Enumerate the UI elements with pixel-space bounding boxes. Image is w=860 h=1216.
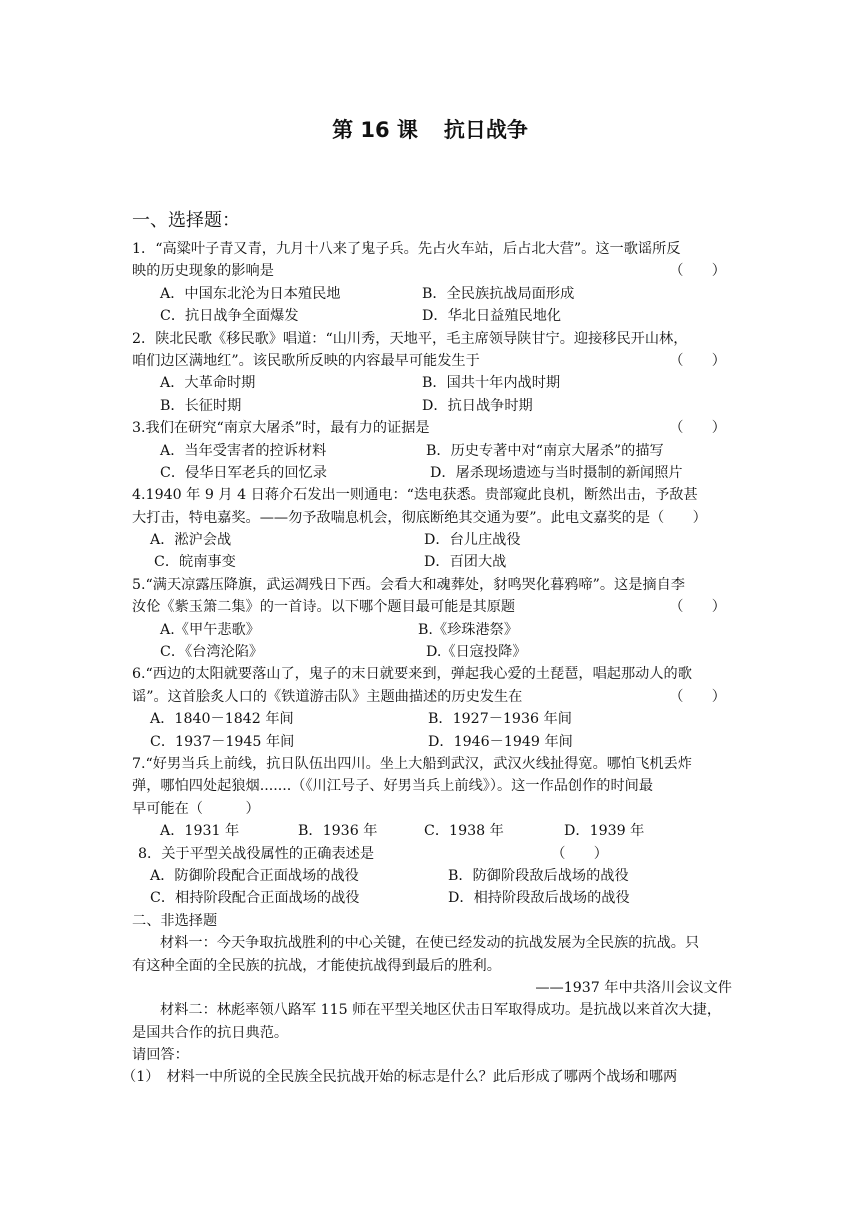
title-lesson: 第 16 课	[332, 118, 418, 142]
section-heading-choice: 一、选择题：	[132, 210, 240, 231]
material-1-line-1: 材料一：今天争取抗战胜利的中心关键，在使已经发动的抗战发展为全民族的抗战。只	[160, 935, 700, 952]
option-b: B．国共十年内战时期	[422, 375, 561, 392]
section-heading-nonchoice: 二、非选择题	[132, 912, 218, 929]
question-7-options	[132, 820, 732, 842]
question-list	[122, 238, 732, 1089]
option-b: B．历史专著中对“南京大屠杀”的描写	[426, 442, 664, 459]
option-a: A．当年受害者的控诉材料	[160, 442, 327, 459]
question-3-line-1: 3.我们在研究“南京大屠杀”时，最有力的证据是 （ ）	[132, 417, 732, 439]
title-topic: 抗日战争	[443, 118, 528, 142]
option-a: A.《甲午悲歌》	[160, 621, 260, 638]
prompt-label: 请回答：	[132, 1047, 189, 1064]
page-title	[0, 114, 860, 144]
question-3-options-cd	[132, 462, 732, 484]
option-b: B．1936 年	[298, 823, 378, 840]
question-4-line-2: 大打击，特电嘉奖。——勿予敌喘息机会，彻底断绝其交通为要”。此电文嘉奖的是（ ）	[132, 509, 707, 526]
question-2-line-2: 咱们边区满地红”。该民歌所反映的内容最早可能发生于 （ ）	[132, 350, 732, 372]
question-3-options-ab	[132, 440, 732, 462]
answer-blank: （ ）	[669, 352, 726, 369]
option-d: D．1939 年	[564, 823, 645, 840]
question-5-line-1: 5.“满天凉露压降旗，武运凋残日下西。会看大和魂葬处，豺鸣哭化暮鸦啼”。这是摘自李	[132, 576, 685, 593]
option-a: A．1840－1842 年间	[150, 711, 294, 728]
question-6-line-2: 谣”。这首脍炙人口的《铁道游击队》主题曲描述的历史发生在 （ ）	[132, 686, 732, 708]
question-4-line-1: 4.1940 年 9 月 4 日蒋介石发出一则通电：“迭电获悉。贵部窥此良机，断然出击，予敌甚	[132, 487, 698, 504]
option-a: A．大革命时期	[160, 375, 256, 392]
option-c: C．1937－1945 年间	[150, 733, 295, 750]
answer-blank: （ ）	[669, 263, 726, 280]
material-2-line-2: 是国共合作的抗日典范。	[132, 1024, 289, 1041]
answer-blank: （ ）	[669, 688, 726, 705]
option-b: B．1927－1936 年间	[428, 711, 572, 728]
option-b: B．全民族抗战局面形成	[422, 285, 575, 302]
question-7-line-1: 7.“好男当兵上前线，抗日队伍出四川。坐上大船到武汉，武汉火线扯得宽。哪怕飞机丢炸	[132, 755, 692, 772]
question-1-line-2: 映的历史现象的影响是 （ ）	[132, 260, 732, 282]
option-b: D．台儿庄战役	[424, 532, 521, 549]
answer-blank: （ ）	[669, 599, 726, 616]
option-d: D．1946－1949 年间	[428, 733, 573, 750]
question-2-options-cd	[132, 395, 732, 417]
question-4-options-ab	[132, 529, 732, 551]
question-6-options-cd	[132, 731, 732, 753]
option-b: B．防御阶段敌后战场的战役	[448, 867, 629, 884]
option-d: D．屠杀现场遗迹与当时摄制的新闻照片	[430, 464, 683, 481]
option-a: A．1931 年	[160, 823, 240, 840]
answer-blank: （ ）	[669, 420, 726, 437]
option-d: D.《日寇投降》	[426, 644, 527, 661]
material-1-line-2: 有这种全面的全民族的抗战，才能使抗战得到最后的胜利。	[132, 957, 501, 974]
question-1-options-ab	[132, 283, 732, 305]
question-2-options-ab	[132, 372, 732, 394]
question-7-line-3: 早可能在（ ）	[132, 800, 260, 817]
question-5-line-2: 汝伦《紫玉箫二集》的一首诗。以下哪个题目最可能是其原题 （ ）	[132, 596, 732, 618]
option-a: A．防御阶段配合正面战场的战役	[150, 867, 359, 884]
question-6-line-1: 6.“西边的太阳就要落山了，鬼子的末日就要来到，弹起我心爱的土琵琶，唱起那动人的歌	[132, 666, 692, 683]
option-c: C．皖南事变	[154, 554, 236, 571]
question-2-line-1: 2．陕北民歌《移民歌》唱道：“山川秀，天地平，毛主席领导陕甘宁。迎接移民开山林，	[132, 330, 688, 347]
question-1-line-1: 1．“高粱叶子青又青，九月十八来了鬼子兵。先占火车站，后占北大营”。这一歌谣所反	[132, 241, 681, 257]
option-b: B.《珍珠港祭》	[418, 621, 519, 638]
option-c: C．1938 年	[424, 823, 504, 840]
question-5-options-cd	[132, 641, 732, 663]
question-1-options-cd	[132, 305, 732, 327]
option-c: C．相持阶段配合正面战场的战役	[150, 890, 360, 907]
question-4-options-cd	[132, 551, 732, 573]
question-8-line-1: 8．关于平型关战役属性的正确表述是 （ ）	[132, 843, 732, 865]
question-7-line-2: 弹，哪怕四处起狼烟.......（《川江号子、好男当兵上前线》）。这一作品创作的时间最	[132, 778, 654, 795]
option-d: D．抗日战争时期	[422, 397, 533, 414]
option-a: A．中国东北沦为日本殖民地	[160, 285, 341, 302]
question-8-options-ab	[132, 865, 732, 887]
option-c: C．侵华日军老兵的回忆录	[160, 464, 327, 481]
question-6-options-ab	[132, 708, 732, 730]
question-8-options-cd	[132, 887, 732, 909]
option-a: A．淞沪会战	[150, 532, 232, 549]
subquestion-1: （1） 材料一中所说的全民族全民抗战开始的标志是什么？此后形成了哪两个战场和哪两	[122, 1069, 678, 1086]
option-d: D．华北日益殖民地化	[422, 308, 562, 325]
option-c: B．长征时期	[160, 397, 242, 414]
answer-blank: （ ）	[551, 845, 608, 862]
option-d: D．百团大战	[424, 554, 507, 571]
material-1-source: ——1937 年中共洛川会议文件	[535, 979, 732, 996]
material-2-line-1: 材料二：林彪率领八路军 115 师在平型关地区伏击日军取得成功。是抗战以来首次大捷，	[160, 1002, 722, 1019]
question-5-options-ab	[132, 619, 732, 641]
option-c: C．抗日战争全面爆发	[160, 308, 299, 325]
option-d: D．相持阶段敌后战场的战役	[448, 890, 630, 907]
option-c: C．《台湾沦陷》	[160, 644, 264, 661]
